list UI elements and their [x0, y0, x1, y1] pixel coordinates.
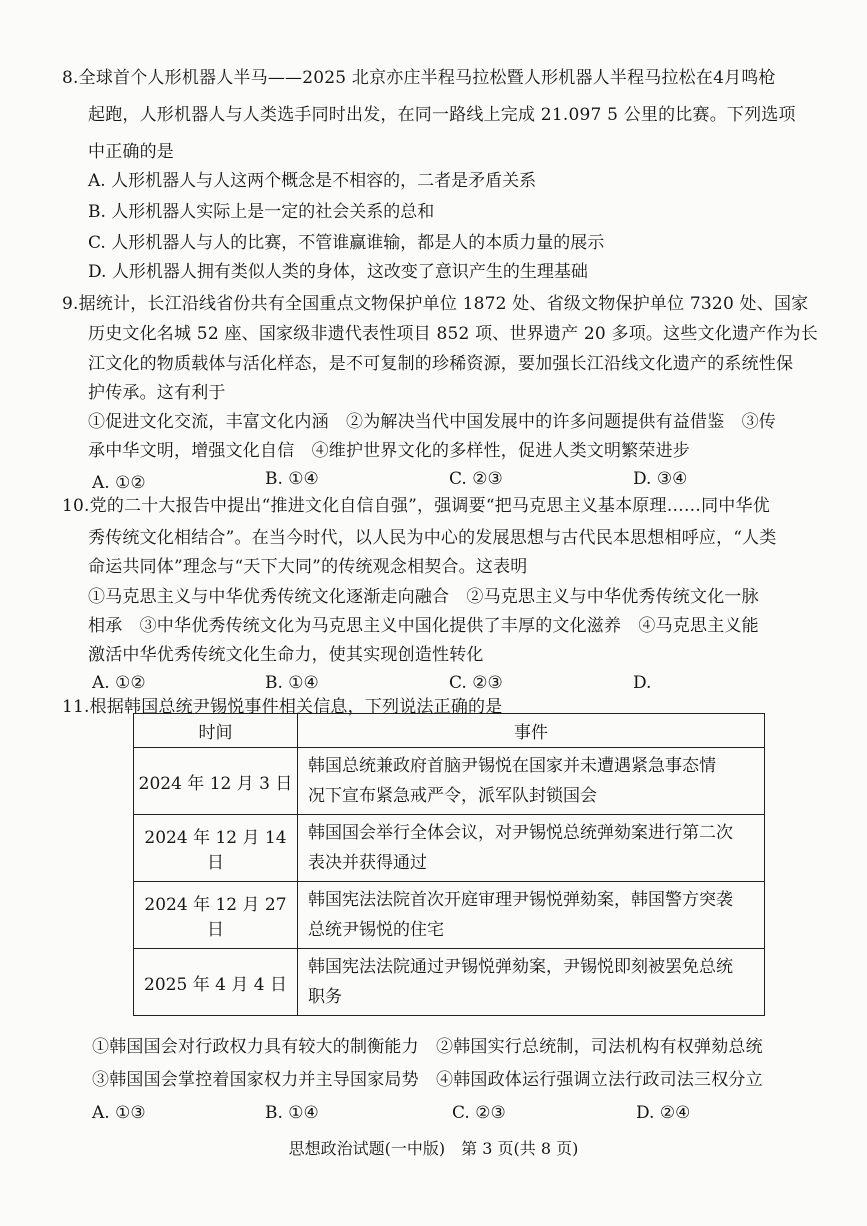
q9-stem-line-1: 9.据统计，长江沿线省份共有全国重点文物保护单位 1872 处、省级文物保护单位 7320 处、国家 — [62, 294, 809, 314]
q11-choice-a: A. ①③ — [92, 1103, 146, 1123]
q8-option-d: D. 人形机器人拥有类似人类的身体，这改变了意识产生的生理基础 — [88, 262, 588, 282]
row-event-line: 韩国总统兼政府首脑尹锡悦在国家并未遭遇紧急事态情 — [308, 756, 716, 776]
q9-choice-a: A. ①② — [92, 473, 146, 493]
row-event-line: 总统尹锡悦的住宅 — [308, 920, 444, 940]
q11-choice-d: D. ②④ — [636, 1103, 691, 1123]
q9-statement-line-2: 承中华文明，增强文化自信 ④维护世界文化的多样性，促进人类文明繁荣进步 — [88, 441, 690, 461]
q10-stem-line-2: 秀传统文化相结合”。在当今时代，以人民为中心的发展思想与古代民本思想相呼应，“人类 — [88, 528, 777, 548]
row-event-line: 韩国宪法法院首次开庭审理尹锡悦弹劾案，韩国警方突袭 — [308, 890, 733, 910]
q10-statement-line-2: 相承 ③中华优秀传统文化为马克思主义中国化提供了丰厚的文化滋养 ④马克思主义能 — [88, 616, 759, 636]
q10-statement-line-3: 激活中华优秀传统文化生命力，使其实现创造性转化 — [88, 645, 484, 665]
q10-stem-line-3: 命运共同体”理念与“天下大同”的传统观念相契合。这表明 — [88, 557, 528, 577]
q9-stem-line-2: 历史文化名城 52 座、国家级非遗代表性项目 852 项、世界遗产 20 多项。这些文化遗产作为长 — [88, 324, 818, 344]
q9-choice-d: D. ③④ — [633, 469, 688, 489]
row-event-line: 韩国国会举行全体会议，对尹锡悦总统弹劾案进行第二次 — [308, 823, 733, 843]
row-date: 2024 年 12 月 14 日 — [134, 815, 298, 882]
row-event-line: 韩国宪法法院通过尹锡悦弹劾案，尹锡悦即刻被罢免总统 — [308, 957, 733, 977]
q11-statement-line-2: ③韩国国会掌控着国家权力并主导国家局势 ④韩国政体运行强调立法行政司法三权分立 — [92, 1070, 763, 1090]
q10-statement-line-1: ①马克思主义与中华优秀传统文化逐渐走向融合 ②马克思主义与中华优秀传统文化一脉 — [88, 587, 759, 607]
q8-option-b: B. 人形机器人实际上是一定的社会关系的总和 — [88, 202, 435, 222]
row-event-line: 职务 — [308, 987, 342, 1007]
page-footer: 思想政治试题(一中版) 第 3 页(共 8 页) — [288, 1139, 579, 1158]
q9-stem-line-3: 江文化的物质载体与活化样态，是不可复制的珍稀资源，要加强长江沿线文化遗产的系统性保 — [88, 354, 794, 374]
row-event-line: 况下宣布紧急戒严令，派军队封锁国会 — [308, 786, 597, 806]
row-date: 2024 年 12 月 3 日 — [134, 748, 298, 815]
q9-choice-c: C. ②③ — [449, 469, 503, 489]
q9-statement-line-1: ①促进文化交流，丰富文化内涵 ②为解决当代中国发展中的许多问题提供有益借鉴 ③传 — [88, 412, 776, 432]
table-header-time: 时间 — [134, 714, 298, 748]
q11-choice-c: C. ②③ — [452, 1103, 506, 1123]
row-event — [298, 748, 765, 815]
q10-stem-line-1: 10.党的二十大报告中提出“推进文化自信自强”，强调要“把马克思主义基本原理……同中华优 — [62, 496, 770, 516]
row-event-line: 表决并获得通过 — [308, 853, 427, 873]
q10-choice-a: A. ①② — [92, 673, 146, 693]
table-row — [134, 949, 765, 1016]
q8-stem-line-1: 8.全球首个人形机器人半马——2025 北京亦庄半程马拉松暨人形机器人半程马拉松在4月鸣枪 — [62, 68, 776, 88]
table-header-event: 事件 — [298, 714, 765, 748]
q9-choice-b: B. ①④ — [265, 469, 319, 489]
q9-stem-line-4: 护传承。这有利于 — [88, 383, 226, 403]
events-table — [133, 713, 765, 1016]
q10-choice-b: B. ①④ — [265, 673, 319, 693]
q11-statement-line-1: ①韩国国会对行政权力具有较大的制衡能力 ②韩国实行总统制，司法机构有权弹劾总统 — [92, 1037, 763, 1057]
table-row — [134, 882, 765, 949]
row-date: 2024 年 12 月 27 日 — [134, 882, 298, 949]
row-event — [298, 949, 765, 1016]
q8-option-a: A. 人形机器人与人这两个概念是不相容的，二者是矛盾关系 — [88, 171, 537, 191]
q11-choice-b: B. ①④ — [265, 1103, 319, 1123]
q10-choice-d: D. — [633, 673, 652, 693]
table-row — [134, 815, 765, 882]
q8-option-c: C. 人形机器人与人的比赛，不管谁赢谁输，都是人的本质力量的展示 — [88, 233, 605, 253]
q11-stem: 11.根据韩国总统尹锡悦事件相关信息，下列说法正确的是 — [62, 697, 503, 717]
row-event — [298, 882, 765, 949]
q10-choice-c: C. ②③ — [449, 673, 503, 693]
table-row — [134, 748, 765, 815]
table-header-row — [134, 714, 765, 748]
q8-stem-line-3: 中正确的是 — [88, 142, 174, 162]
q8-stem-line-2: 起跑，人形机器人与人类选手同时出发，在同一路线上完成 21.097 5 公里的比赛。下列选项 — [88, 105, 796, 125]
row-date: 2025 年 4 月 4 日 — [134, 949, 298, 1016]
row-event — [298, 815, 765, 882]
